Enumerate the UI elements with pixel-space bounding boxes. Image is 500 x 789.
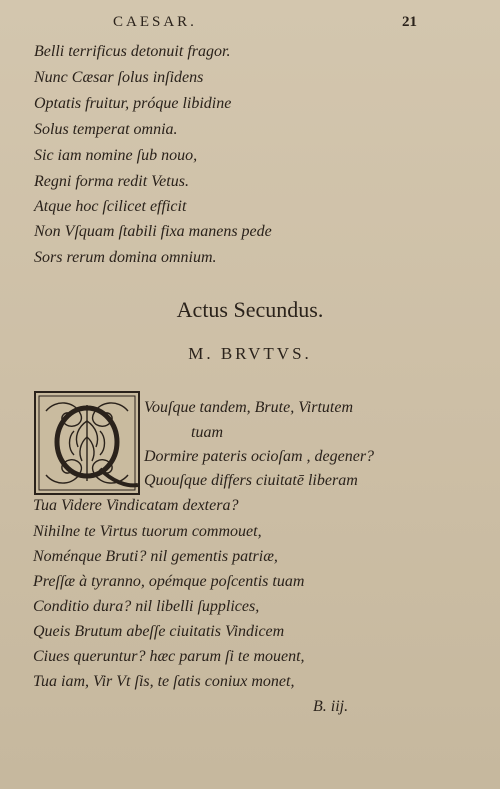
verse-line: Ciues queruntur? hæc parum ſi te mouent, (33, 648, 305, 665)
verse-line: Belli terrificus detonuit fragor. (34, 43, 231, 60)
running-title: CAESAR. (113, 14, 197, 30)
verse-line: Sors rerum domina omnium. (34, 249, 217, 266)
verse-line: Queis Brutum abeſſe ciuitatis Vindicem (33, 623, 285, 640)
page-header (0, 14, 500, 36)
verse-line: Quouſque differs ciuitatē liberam (144, 472, 358, 489)
verse-line: Non Vſquam ſtabili fixa manens pede (34, 223, 272, 240)
decorated-initial (34, 391, 140, 495)
verse-line: Tua iam, Vir Vt ſis, te ſatis coniux monet, (33, 673, 295, 690)
verse-line: Conditio dura? nil libelli ſupplices, (33, 598, 260, 615)
signature-mark: B. iij. (313, 698, 349, 715)
verse-line: Nunc Cæsar ſolus inſidens (34, 69, 204, 86)
verse-line: Vouſque tandem, Brute, Virtutem (144, 399, 353, 416)
verse-line: Nihilne te Virtus tuorum commouet, (33, 523, 262, 540)
page-number: 21 (402, 14, 417, 30)
verse-line: Optatis fruitur, próque libidine (34, 95, 232, 112)
verse-line: Solus temperat omnia. (34, 121, 178, 138)
act-heading: Actus Secundus. (176, 297, 324, 322)
verse-line: Dormire pateris ocioſam , degener? (144, 448, 375, 465)
verse-line: tuam (191, 424, 223, 441)
verse-line: Regni forma redit Vetus. (34, 173, 189, 190)
character-name: M. BRVTVS. (188, 344, 312, 363)
verse-line: Preſſæ à tyranno, opémque poſcentis tuam (33, 573, 305, 590)
verse-line: Atque hoc ſcilicet efficit (34, 198, 187, 215)
verse-line: Tua Videre Vindicatam dextera? (33, 497, 239, 514)
verse-line: Sic iam nomine ſub nouo, (34, 147, 198, 164)
verse-line: Noménque Bruti? nil gementis patriæ, (33, 548, 278, 565)
ornamental-initial-q-icon (34, 391, 140, 495)
